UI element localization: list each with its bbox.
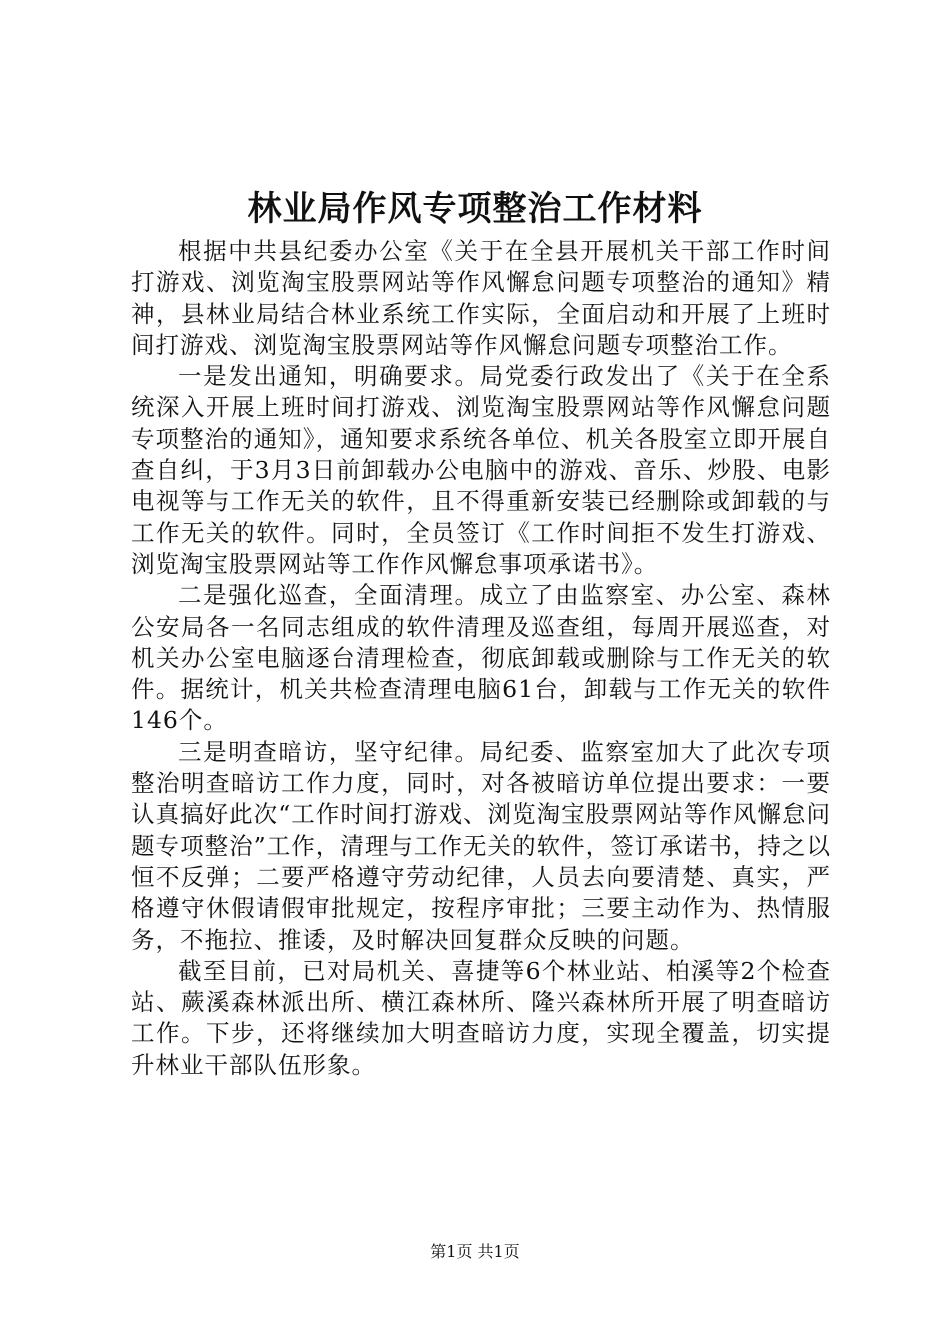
document-body [131,236,831,1081]
document-title: 林业局作风专项整治工作材料 [247,189,703,229]
paragraph-intro: 根据中共县纪委办公室《关于在全县开展机关干部工作时间打游戏、浏览淘宝股票网站等作风懈怠问题专项整治的通知》精神，县林业局结合林业系统工作实际，全面启动和开展了上班时间打游戏、浏览淘宝股票网站等作风懈怠问题专项整治工作。 [131,237,831,359]
paragraph-inspection: 二是强化巡查，全面清理。成立了由监察室、办公室、森林公安局各一名同志组成的软件清理及巡查组，每周开展巡查，对机关办公室电脑逐台清理检查，彻底卸载或删除与工作无关的软件。据统计，机关共检查清理电脑61台，卸载与工作无关的软件146个。 [131,581,831,735]
page-number-footer: 第1页 共1页 [430,1242,520,1261]
paragraph-notice: 一是发出通知，明确要求。局党委行政发出了《关于在全系统深入开展上班时间打游戏、浏览淘宝股票网站等作风懈怠问题专项整治的通知》，通知要求系统各单位、机关各股室立即开展自查自纠，于3月3日前卸载办公电脑中的游戏、音乐、炒股、电影电视等与工作无关的软件，且不得重新安装已经删除或卸载的与工作无关的软件。同时，全员签订《工作时间拒不发生打游戏、浏览淘宝股票网站等工作作风懈怠事项承诺书》。 [131,362,831,578]
paragraph-discipline: 三是明查暗访，坚守纪律。局纪委、监察室加大了此次专项整治明查暗访工作力度，同时，对各被暗访单位提出要求：一要认真搞好此次“工作时间打游戏、浏览淘宝股票网站等作风懈怠问题专项整治”工作，清理与工作无关的软件，签订承诺书，持之以恒不反弹；二要严格遵守劳动纪律，人员去向要清楚、真实，严格遵守休假请假审批规定，按程序审批；三要主动作为、热情服务，不拖拉、推诿，及时解决回复群众反映的问题。 [131,737,831,954]
paragraph-progress: 截至目前，已对局机关、喜捷等6个林业站、柏溪等2个检查站、蕨溪森林派出所、横江森林所、隆兴森林所开展了明查暗访工作。下步，还将继续加大明查暗访力度，实现全覆盖，切实提升林业干部队伍形象。 [131,956,831,1079]
